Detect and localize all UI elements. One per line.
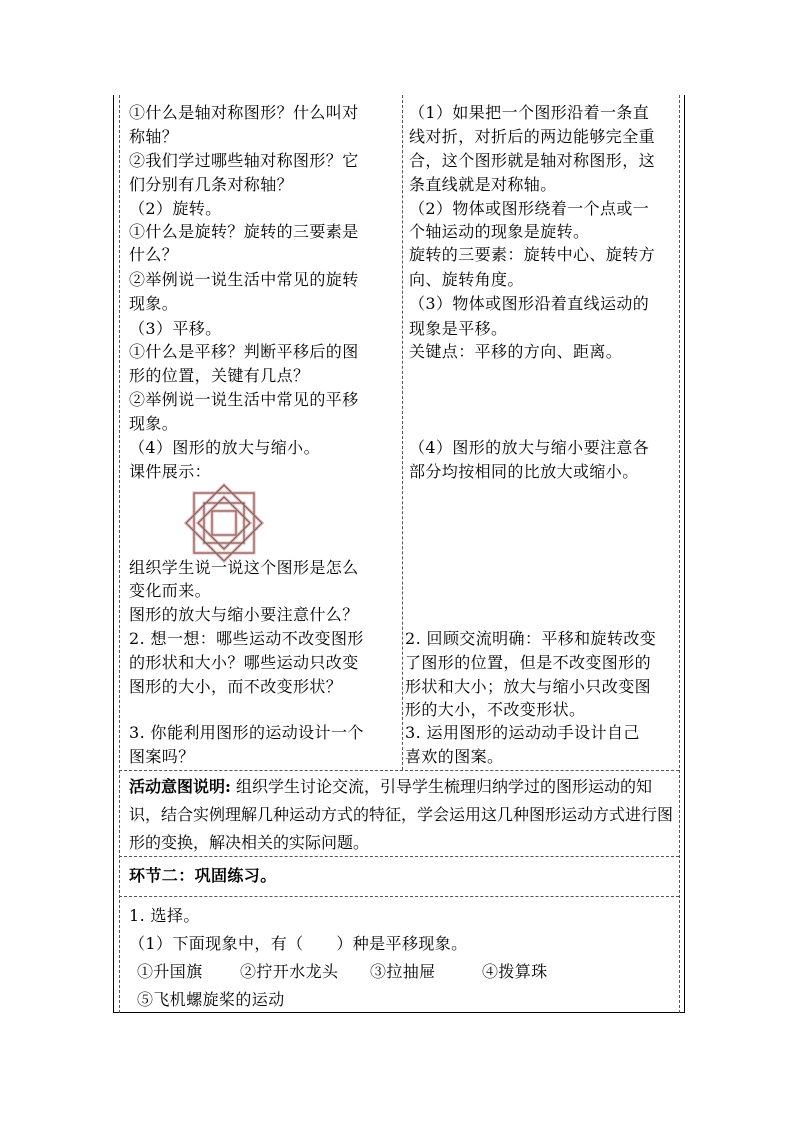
text-line: 称轴？ bbox=[129, 127, 179, 146]
text-line: ②我们学过哪些轴对称图形？它 bbox=[129, 151, 359, 170]
exercise-heading: 1. 选择。 bbox=[129, 906, 200, 925]
text-line: 组织学生说一说这个图形是怎么 bbox=[129, 558, 359, 577]
option: ①升国旗 bbox=[137, 962, 203, 981]
option: ④拨算珠 bbox=[482, 962, 548, 981]
text-line: 线对折，对折后的两边能够完全重 bbox=[409, 127, 656, 146]
text-line: 形的位置，关键有几点？ bbox=[129, 366, 310, 385]
text-line: 图案吗？ bbox=[129, 747, 195, 766]
text-line: （3）平移。 bbox=[129, 319, 222, 338]
option: ③拉抽屉 bbox=[370, 962, 436, 981]
text-line: （2）旋转。 bbox=[129, 199, 222, 218]
option: ⑤飞机螺旋桨的运动 bbox=[137, 990, 285, 1009]
text-line: 图形的大小，而不改变形状？ bbox=[129, 677, 343, 696]
text-line: 现象是平移。 bbox=[409, 319, 508, 338]
text-line: 现象。 bbox=[129, 414, 179, 433]
activity-intent-label: 活动意图说明: bbox=[129, 777, 231, 796]
text-line: 们分别有几条对称轴？ bbox=[129, 175, 294, 194]
text-line: 2. 回顾交流明确：平移和旋转改变 bbox=[405, 629, 657, 648]
text-line: （4）图形的放大与缩小要注意各 bbox=[409, 438, 650, 457]
text-line: 了图形的位置，但是不改变图形的 bbox=[405, 653, 652, 672]
row-divider bbox=[119, 770, 679, 771]
section-heading: 环节二：巩固练习。 bbox=[129, 866, 277, 885]
text-line: 形状和大小；放大与缩小只改变图 bbox=[405, 677, 652, 696]
text-line: ②举例说一说生活中常见的平移 bbox=[129, 390, 359, 409]
text-line: 喜欢的图案。 bbox=[405, 747, 504, 766]
row-divider bbox=[119, 896, 679, 897]
text-line: 什么？ bbox=[129, 245, 179, 264]
text-line: 向、旋转角度。 bbox=[409, 270, 524, 289]
text-line: 3. 运用图形的运动动手设计自己 bbox=[405, 723, 640, 742]
text-line: 变化而来。 bbox=[129, 581, 212, 600]
text-line: 图形的放大与缩小要注意什么？ bbox=[129, 605, 359, 624]
text-line: ①什么是平移？判断平移后的图 bbox=[129, 342, 359, 361]
text-line: ②举例说一说生活中常见的旋转 bbox=[129, 270, 359, 289]
option: ②拧开水龙头 bbox=[240, 962, 339, 981]
text-line: 2. 想一想：哪些运动不改变图形 bbox=[129, 629, 364, 648]
text-line: 现象。 bbox=[129, 294, 179, 313]
text-line: （1）如果把一个图形沿着一条直 bbox=[409, 103, 650, 122]
table-border-left bbox=[119, 95, 120, 1013]
text-line: ①什么是旋转？旋转的三要素是 bbox=[129, 222, 359, 241]
activity-intent bbox=[129, 773, 677, 857]
exercise-question: （1）下面现象中，有（ ）种是平移现象。 bbox=[129, 934, 468, 953]
text-line: 的形状和大小？哪些运动只改变 bbox=[129, 653, 359, 672]
text-line: 旋转的三要素：旋转中心、旋转方 bbox=[409, 245, 656, 264]
text-line: ①什么是轴对称图形？什么叫对 bbox=[129, 103, 359, 122]
activity-intent-text: 组织学生讨论交流，引导学生梳理归纳学过的图形运动的知识，结合实例理解几种运动方式的特征，学会运用这几种图形运动方式进行图形的变换，解决相关的实际问题。 bbox=[129, 777, 674, 852]
table-border-right bbox=[679, 95, 680, 1013]
text-line: 形的大小，不改变形状。 bbox=[405, 700, 586, 719]
text-line: （3）物体或图形沿着直线运动的 bbox=[409, 294, 650, 313]
text-line: 关键点：平移的方向、距离。 bbox=[409, 342, 623, 361]
nested-squares-figure bbox=[184, 483, 264, 563]
text-line: 合，这个图形就是轴对称图形，这 bbox=[409, 151, 656, 170]
text-line: 个轴运动的现象是旋转。 bbox=[409, 222, 590, 241]
text-line: 课件展示： bbox=[129, 462, 212, 481]
text-line: 3. 你能利用图形的运动设计一个 bbox=[129, 723, 364, 742]
text-line: （2）物体或图形绕着一个点或一 bbox=[409, 199, 650, 218]
text-line: （4）图形的放大与缩小。 bbox=[129, 438, 320, 457]
text-line: 部分均按相同的比放大或缩小。 bbox=[409, 462, 639, 481]
text-line: 条直线就是对称轴。 bbox=[409, 175, 557, 194]
column-divider bbox=[402, 95, 403, 770]
